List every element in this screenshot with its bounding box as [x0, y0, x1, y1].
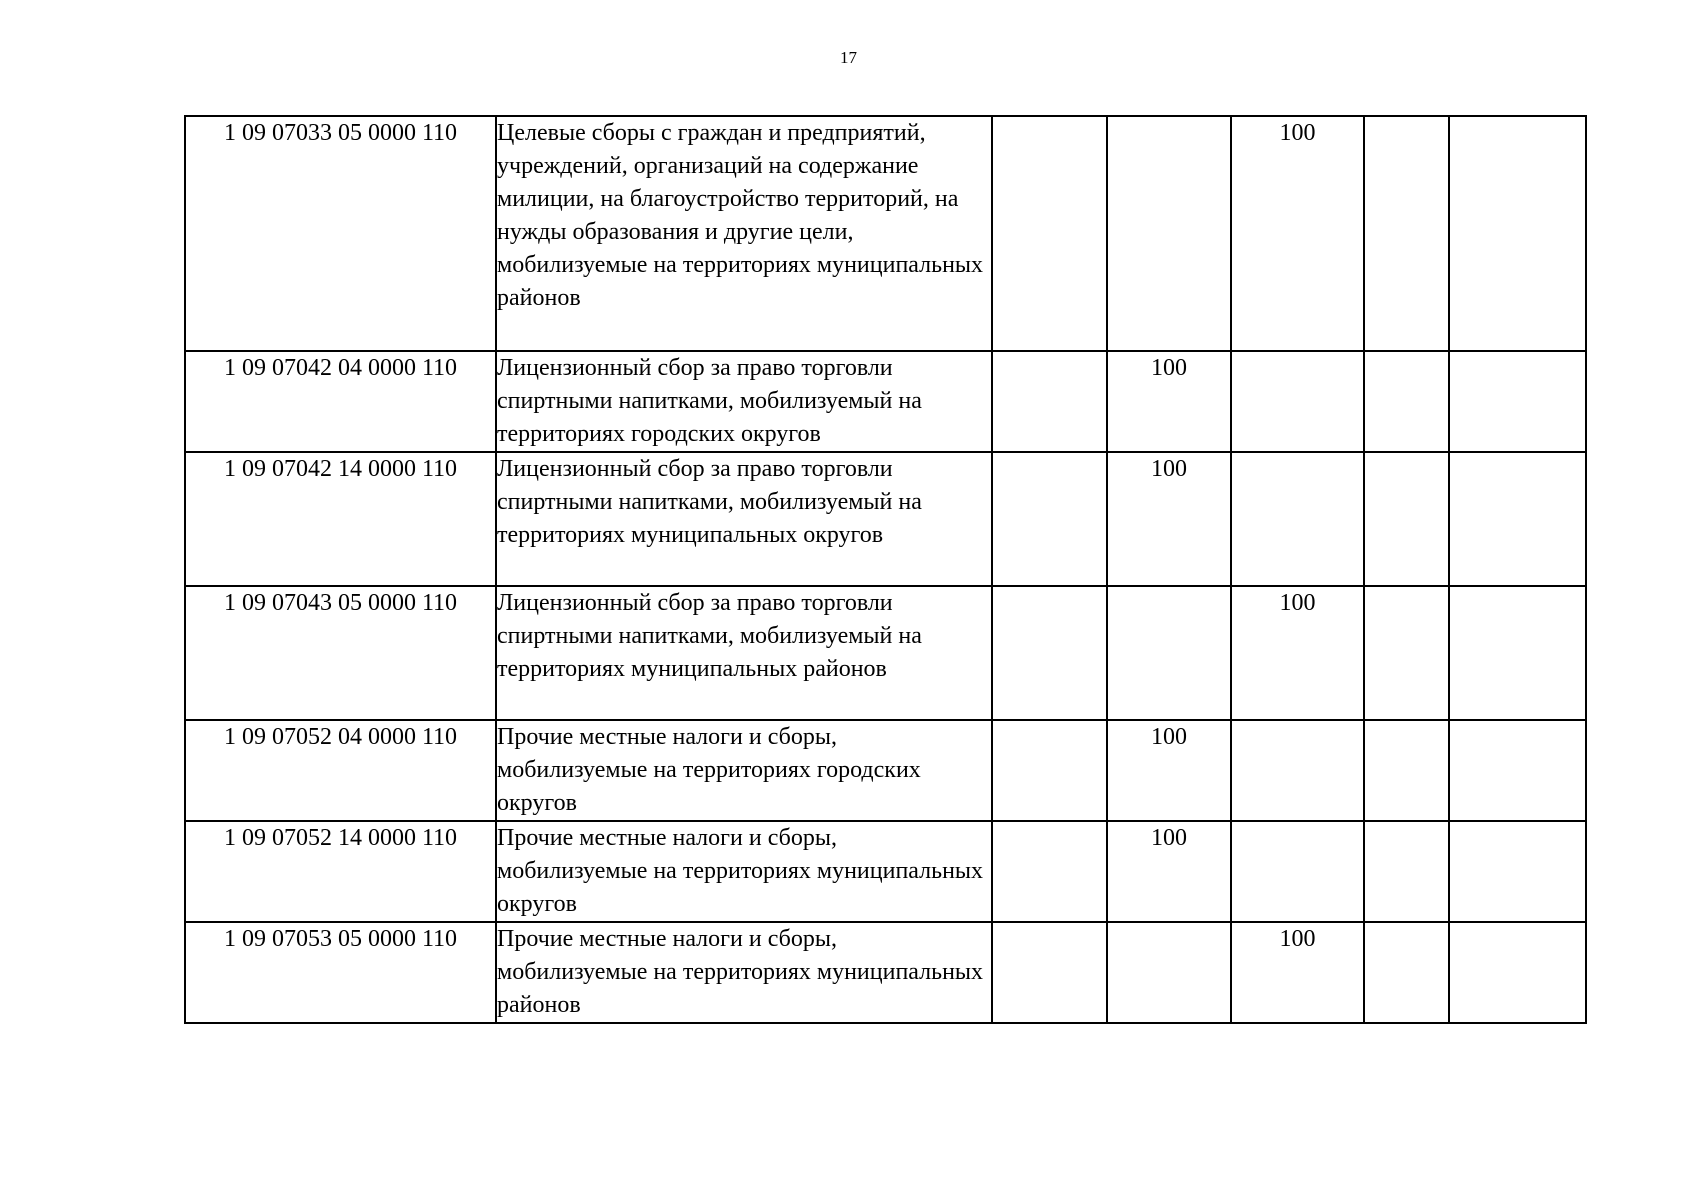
value-cell — [1231, 821, 1364, 922]
name-cell: Прочие местные налоги и сборы, мобилизуемые на территориях городских округов — [496, 720, 992, 821]
value-cell — [1364, 586, 1449, 720]
value-cell: 100 — [1107, 821, 1231, 922]
value-cell — [1449, 452, 1586, 586]
value-cell: 100 — [1107, 452, 1231, 586]
revenue-codes-table — [184, 115, 1587, 1024]
code-cell: 1 09 07053 05 0000 110 — [185, 922, 496, 1023]
table-row — [185, 452, 1586, 586]
value-cell — [992, 922, 1107, 1023]
value-cell — [1364, 922, 1449, 1023]
code-cell: 1 09 07042 14 0000 110 — [185, 452, 496, 586]
table-row — [185, 821, 1586, 922]
value-cell — [1449, 720, 1586, 821]
value-cell: 100 — [1107, 720, 1231, 821]
name-cell: Прочие местные налоги и сборы, мобилизуемые на территориях муниципальных округов — [496, 821, 992, 922]
table-row — [185, 116, 1586, 351]
value-cell — [992, 720, 1107, 821]
table-row — [185, 586, 1586, 720]
name-cell: Целевые сборы с граждан и предприятий, учреждений, организаций на содержание милиции, на благоустройство территорий, на нужды образования и другие цели, мобилизуемые на территориях муниципальных районов — [496, 116, 992, 351]
value-cell — [1364, 116, 1449, 351]
code-cell: 1 09 07043 05 0000 110 — [185, 586, 496, 720]
code-cell: 1 09 07052 04 0000 110 — [185, 720, 496, 821]
code-cell: 1 09 07042 04 0000 110 — [185, 351, 496, 452]
value-cell — [992, 351, 1107, 452]
value-cell — [1364, 720, 1449, 821]
name-cell: Лицензионный сбор за право торговли спиртными напитками, мобилизуемый на территориях городских округов — [496, 351, 992, 452]
value-cell — [1107, 922, 1231, 1023]
value-cell — [1449, 351, 1586, 452]
value-cell — [1231, 720, 1364, 821]
value-cell — [1364, 452, 1449, 586]
value-cell — [1449, 821, 1586, 922]
value-cell — [1449, 922, 1586, 1023]
name-cell: Лицензионный сбор за право торговли спиртными напитками, мобилизуемый на территориях муниципальных округов — [496, 452, 992, 586]
code-cell: 1 09 07033 05 0000 110 — [185, 116, 496, 351]
value-cell — [1231, 351, 1364, 452]
value-cell — [992, 821, 1107, 922]
table-row — [185, 922, 1586, 1023]
value-cell — [1231, 452, 1364, 586]
value-cell — [992, 452, 1107, 586]
value-cell — [992, 586, 1107, 720]
page-number: 17 — [840, 48, 857, 67]
table-row — [185, 351, 1586, 452]
code-cell: 1 09 07052 14 0000 110 — [185, 821, 496, 922]
value-cell — [1449, 116, 1586, 351]
table-row — [185, 720, 1586, 821]
value-cell: 100 — [1107, 351, 1231, 452]
value-cell — [1449, 586, 1586, 720]
value-cell: 100 — [1231, 586, 1364, 720]
value-cell: 100 — [1231, 922, 1364, 1023]
value-cell — [1364, 821, 1449, 922]
name-cell: Лицензионный сбор за право торговли спиртными напитками, мобилизуемый на территориях муниципальных районов — [496, 586, 992, 720]
value-cell — [992, 116, 1107, 351]
value-cell: 100 — [1231, 116, 1364, 351]
value-cell — [1364, 351, 1449, 452]
value-cell — [1107, 116, 1231, 351]
value-cell — [1107, 586, 1231, 720]
name-cell: Прочие местные налоги и сборы, мобилизуемые на территориях муниципальных районов — [496, 922, 992, 1023]
